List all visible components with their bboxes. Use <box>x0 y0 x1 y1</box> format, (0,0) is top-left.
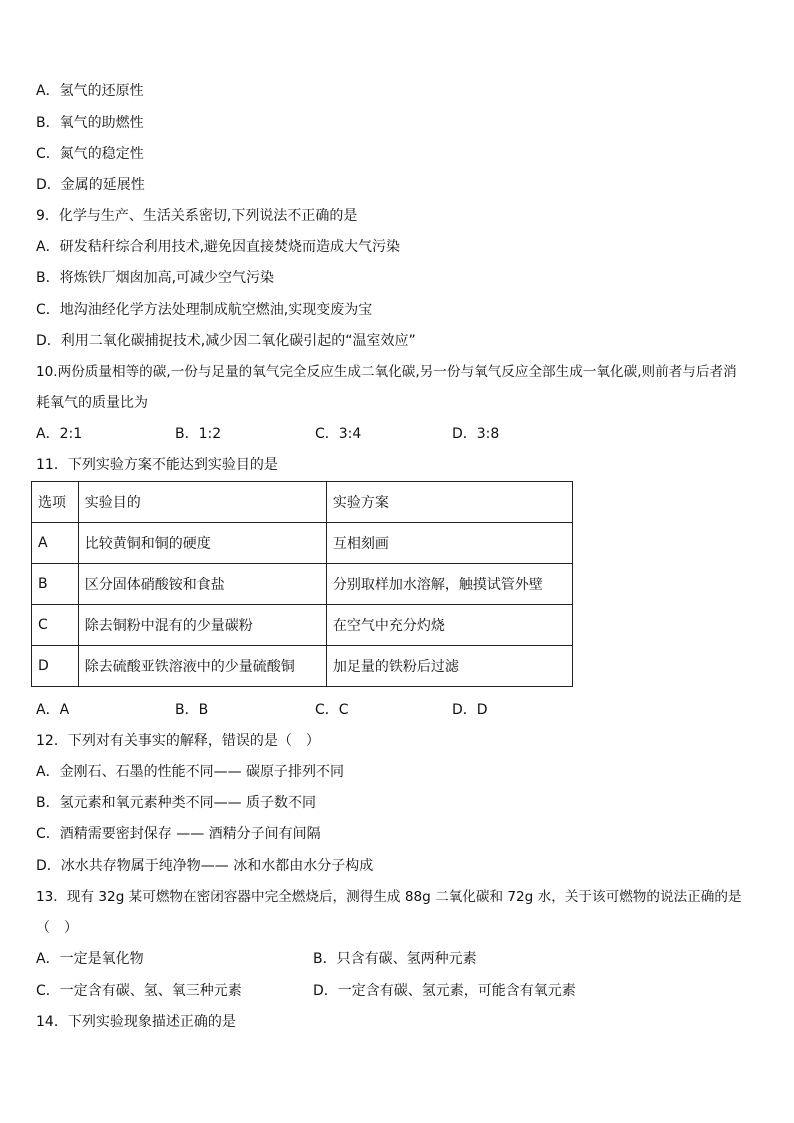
q10-option-a: A．2:1 <box>36 426 83 442</box>
q13-option-b: B．只含有碳、氢两种元素 <box>313 951 477 967</box>
q11-option-a: A．A <box>36 702 70 718</box>
table-cell: 加足量的铁粉后过滤 <box>326 646 572 687</box>
table-cell: C <box>32 605 79 646</box>
q14-stem: 14．下列实验现象描述正确的是 <box>36 1014 236 1030</box>
q13-stem-line2: （ ） <box>36 920 78 936</box>
q10-option-b: B．1:2 <box>175 426 222 442</box>
table-cell: D <box>32 646 79 687</box>
table-cell: 除去硫酸亚铁溶液中的少量硫酸铜 <box>78 646 326 687</box>
q11-options <box>36 700 776 720</box>
q9-stem: 9．化学与生产、生活关系密切,下列说法不正确的是 <box>36 208 358 224</box>
table-row <box>32 605 573 646</box>
q12-option-a: A．金刚石、石墨的性能不同—— 碳原子排列不同 <box>36 764 345 780</box>
table-row <box>32 646 573 687</box>
table-row <box>32 564 573 605</box>
q13-option-c: C．一定含有碳、氢、氧三种元素 <box>36 983 242 999</box>
q10-option-d: D．3:8 <box>452 426 500 442</box>
table-cell: B <box>32 564 79 605</box>
table-cell: 在空气中充分灼烧 <box>326 605 572 646</box>
table-header-cell: 实验方案 <box>326 482 572 523</box>
q8-option-d: D．金属的延展性 <box>36 177 145 193</box>
table-header-row <box>32 482 573 523</box>
q13-options-row1 <box>36 949 776 969</box>
table-cell: A <box>32 523 79 564</box>
table-cell: 分别取样加水溶解，触摸试管外壁 <box>326 564 572 605</box>
q13-option-a: A．一定是氧化物 <box>36 951 144 967</box>
table-cell: 互相刻画 <box>326 523 572 564</box>
q9-option-d: D．利用二氧化碳捕捉技术,减少因二氧化碳引起的“温室效应” <box>36 333 416 349</box>
q9-option-c: C．地沟油经化学方法处理制成航空燃油,实现变废为宝 <box>36 302 373 318</box>
q13-option-d: D．一定含有碳、氢元素，可能含有氧元素 <box>313 983 576 999</box>
q11-option-c: C．C <box>315 702 349 718</box>
q12-option-b: B．氢元素和氧元素种类不同—— 质子数不同 <box>36 795 317 811</box>
q10-options <box>36 424 776 444</box>
q9-option-a: A．研发秸秆综合利用技术,避免因直接焚烧而造成大气污染 <box>36 239 401 255</box>
q9-option-b: B．将炼铁厂烟囱加高,可减少空气污染 <box>36 270 275 286</box>
q8-option-b: B．氧气的助燃性 <box>36 115 144 131</box>
table-header-cell: 选项 <box>32 482 79 523</box>
q8-option-a: A．氢气的还原性 <box>36 83 144 99</box>
q8-option-c: C．氮气的稳定性 <box>36 146 144 162</box>
q11-experiment-table <box>31 481 573 687</box>
table-cell: 除去铜粉中混有的少量碳粉 <box>78 605 326 646</box>
q13-options-row2 <box>36 981 776 1001</box>
q11-option-b: B．B <box>175 702 209 718</box>
q10-stem-line2: 耗氧气的质量比为 <box>36 395 148 411</box>
q12-option-c: C．酒精需要密封保存 —— 酒精分子间有间隔 <box>36 826 321 842</box>
table-row <box>32 523 573 564</box>
q12-stem: 12．下列对有关事实的解释，错误的是（ ） <box>36 733 320 749</box>
q10-stem-line1: 10.两份质量相等的碳,一份与足量的氧气完全反应生成二氧化碳,另一份与氧气反应全部生成一氧化碳,则前者与后者消 <box>36 364 737 380</box>
q11-option-d: D．D <box>452 702 488 718</box>
table-cell: 区分固体硝酸铵和食盐 <box>78 564 326 605</box>
table-header-cell: 实验目的 <box>78 482 326 523</box>
q12-option-d: D．冰水共存物属于纯净物—— 冰和水都由水分子构成 <box>36 858 374 874</box>
q10-option-c: C．3:4 <box>315 426 362 442</box>
q11-stem: 11．下列实验方案不能达到实验目的是 <box>36 457 278 473</box>
table-cell: 比较黄铜和铜的硬度 <box>78 523 326 564</box>
q13-stem-line1: 13．现有 32g 某可燃物在密闭容器中完全燃烧后，测得生成 88g 二氧化碳和 72g 水，关于该可燃物的说法正确的是 <box>36 889 742 905</box>
